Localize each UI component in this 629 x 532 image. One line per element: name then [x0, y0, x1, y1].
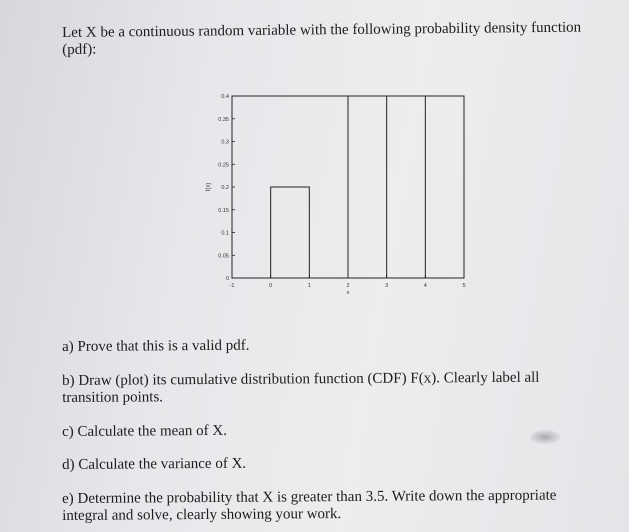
y-tick-label: 0.3: [221, 139, 229, 146]
y-tick-label: 0.4: [221, 94, 229, 100]
question-e-line-2: integral and solve, clearly showing your work.: [62, 506, 342, 524]
y-tick-label: 0.2: [221, 185, 229, 191]
y-axis-label: f(x): [206, 182, 212, 192]
question-d: d) Calculate the variance of X.: [62, 455, 247, 473]
question-e-line-1: e) Determine the probability that X is greater than 3.5. Write down the appropriate: [62, 487, 557, 507]
pdf-bar-0: [271, 187, 310, 278]
x-tick-label: 2: [346, 283, 350, 289]
y-tick-label: 0.05: [218, 253, 229, 260]
y-tick-label: 0.35: [218, 116, 229, 123]
pdf-chart: [196, 82, 476, 300]
x-tick-label: 5: [462, 283, 466, 289]
question-b-line-1: b) Draw (plot) its cumulative distribution function (CDF) F(x). Clearly label all: [62, 369, 540, 389]
x-tick-label: 1: [307, 283, 311, 289]
intro-line-2: (pdf):: [62, 41, 97, 58]
x-tick-label: -1: [229, 283, 235, 289]
paper-smudge: [530, 430, 560, 444]
y-tick-label: 0.1: [221, 230, 229, 237]
intro-text: [62, 20, 581, 59]
question-c: c) Calculate the mean of X.: [62, 422, 228, 440]
x-tick-label: 4: [423, 283, 427, 289]
x-tick-label: 0: [269, 283, 273, 289]
question-e: [62, 488, 557, 525]
question-b-line-2: transition points.: [62, 389, 164, 406]
x-tick-label: 3: [385, 283, 389, 289]
y-tick-label: 0.15: [218, 207, 229, 214]
y-tick-label: 0: [225, 276, 229, 282]
intro-line-1: Let X be a continuous random variable with the following probability density function: [62, 19, 582, 41]
y-tick-label: 0.25: [218, 162, 229, 169]
question-a: a) Prove that this is a valid pdf.: [62, 337, 250, 355]
x-axis-label: x: [346, 290, 350, 296]
question-b: [62, 370, 540, 407]
